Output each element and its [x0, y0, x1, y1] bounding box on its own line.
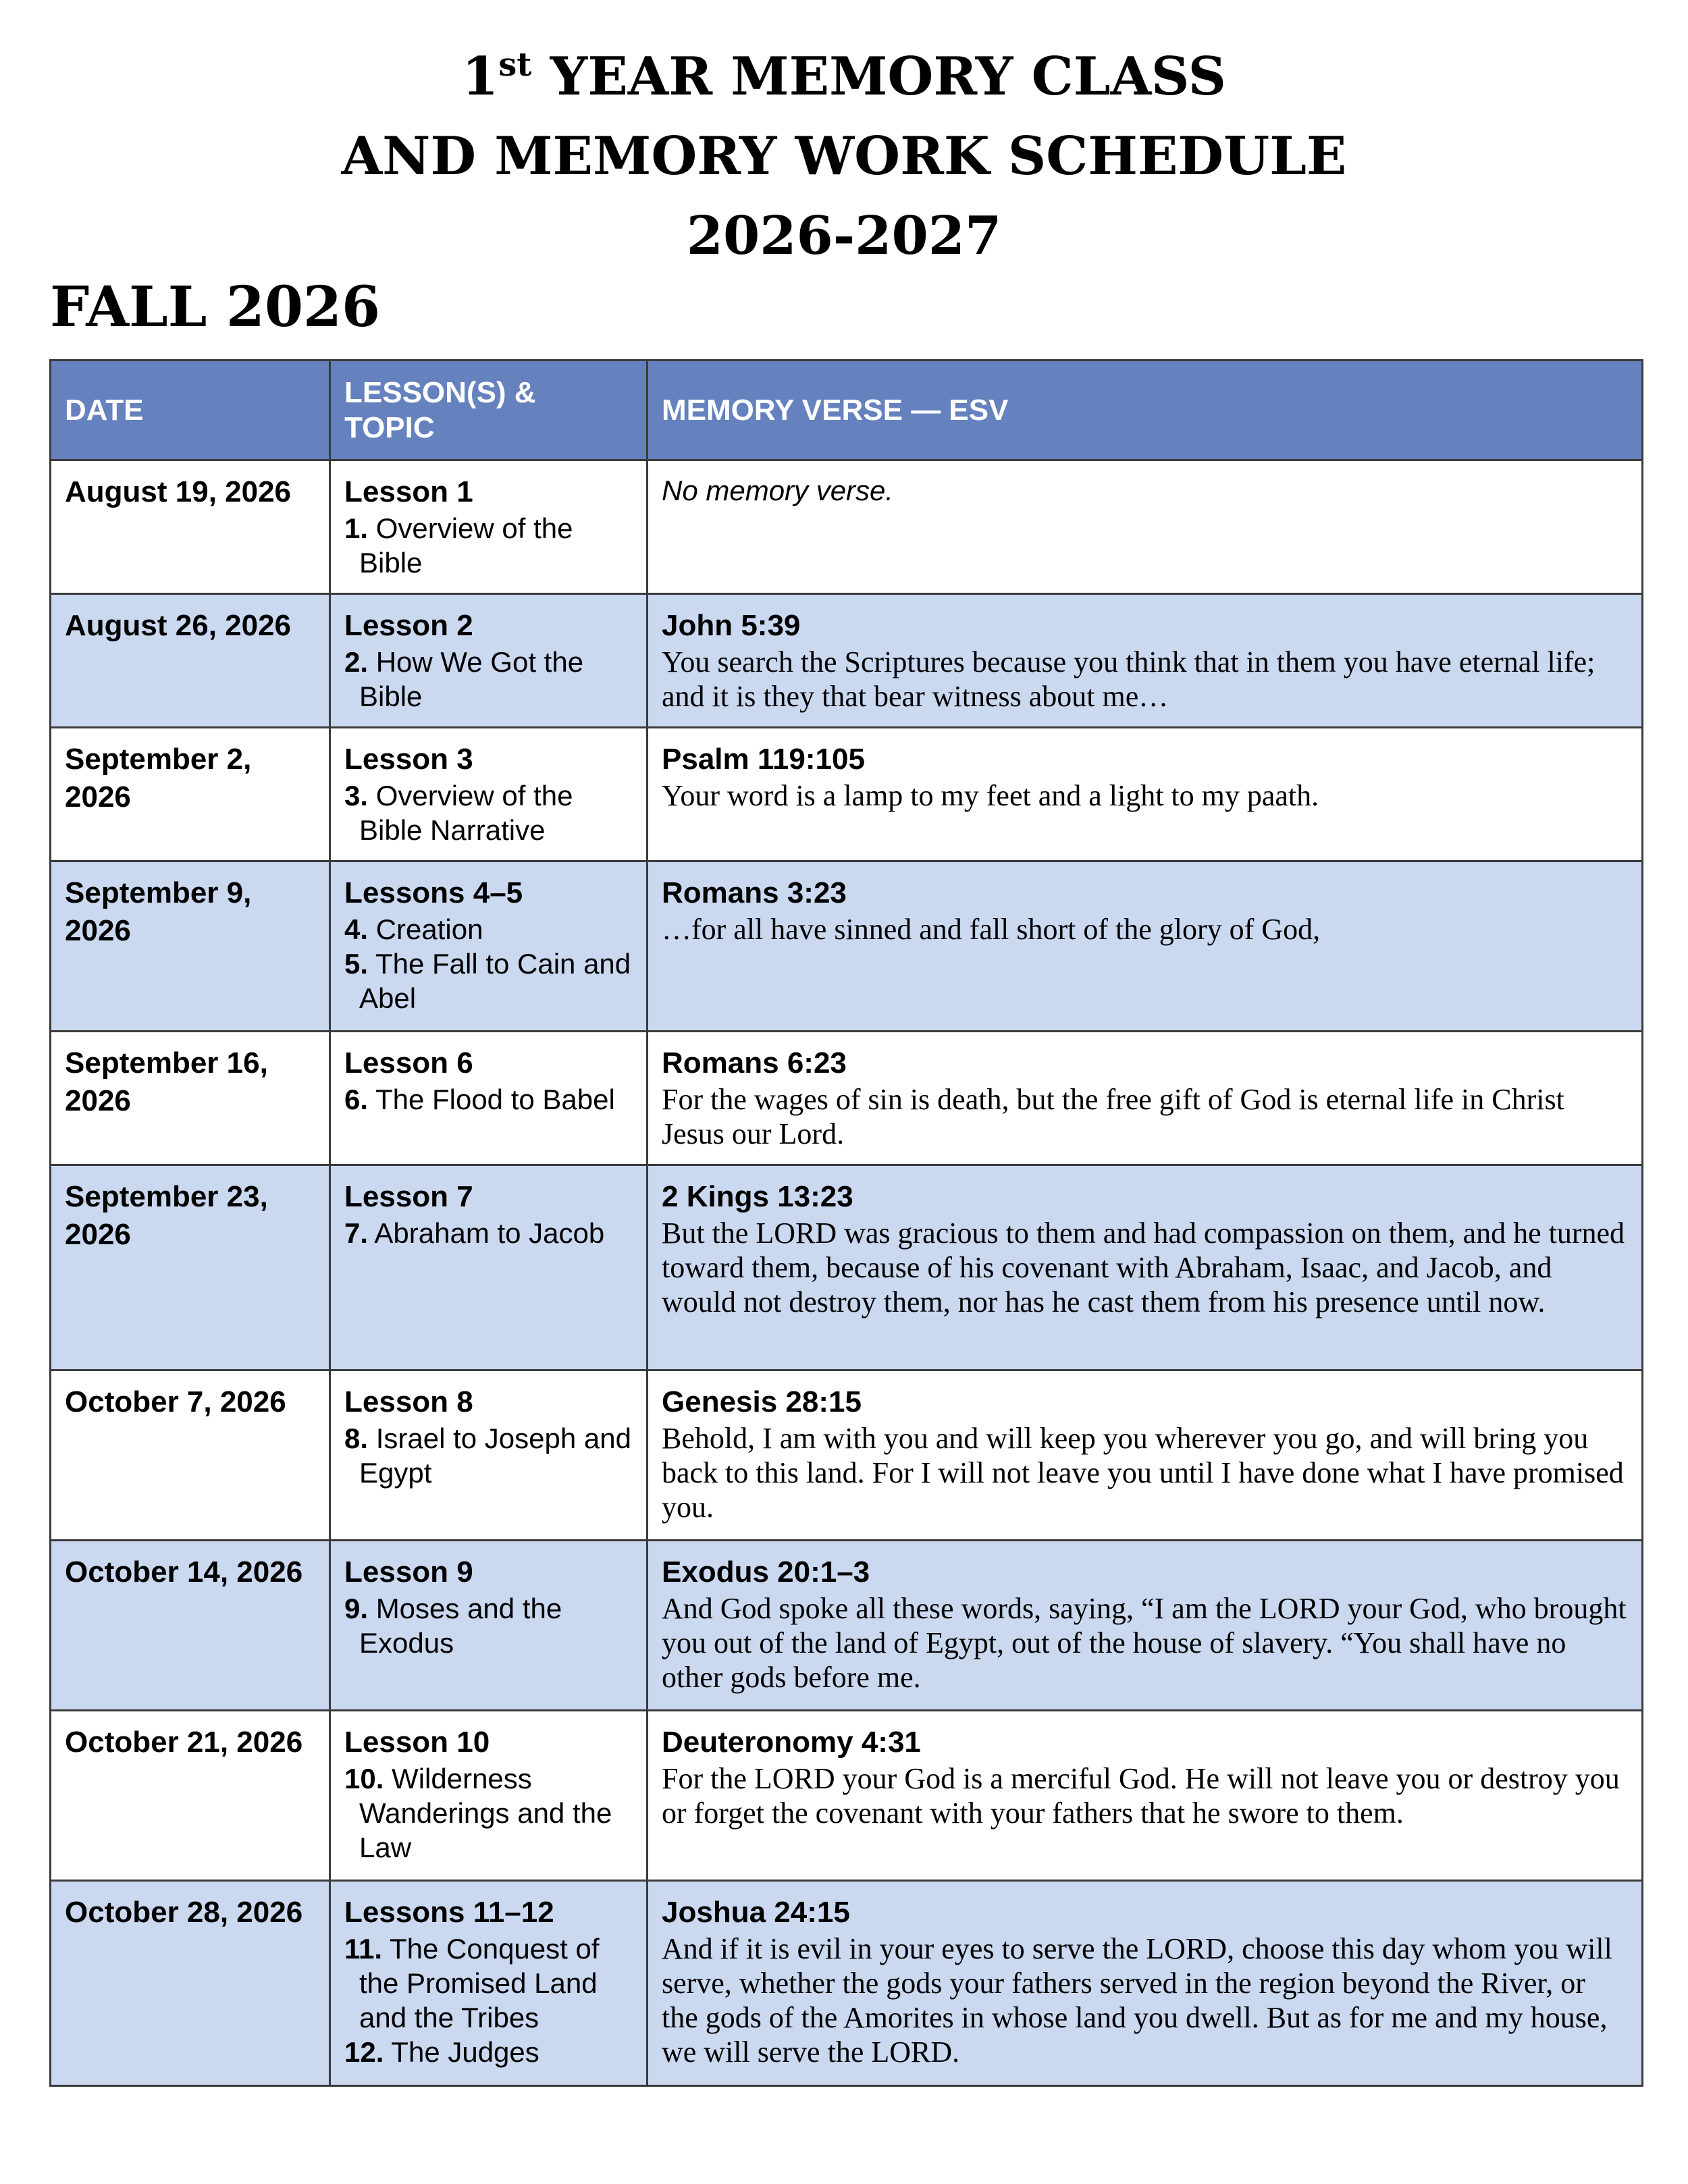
verse-reference: Exodus 20:1–3 [662, 1555, 870, 1589]
date-cell [51, 1370, 330, 1541]
verse-text: …for all have sinned and fall short of the glory of God, [662, 913, 1321, 946]
verse-text: Your word is a lamp to my feet and a light to my paath. [662, 779, 1319, 812]
lesson-title: Lesson 10 [344, 1726, 490, 1759]
topic-text: Overview of the Bible [359, 512, 573, 579]
topic-text: How We Got the Bible [359, 646, 584, 712]
title-line-3: 2026-2027 [686, 205, 1002, 267]
topic-text: Israel to Joseph and Egypt [359, 1422, 631, 1489]
lesson-date: August 26, 2026 [65, 609, 292, 642]
topic-text: Overview of the Bible Narrative [359, 780, 573, 846]
table-row [51, 728, 1643, 861]
title-ordinal: 1 [462, 46, 499, 107]
lesson-topic [344, 645, 633, 714]
verse-reference: 2 Kings 13:23 [662, 1180, 853, 1213]
verse-cell [648, 1165, 1643, 1370]
topic-number: 7. [344, 1217, 369, 1249]
date-cell [51, 1165, 330, 1370]
date-cell [51, 861, 330, 1032]
lesson-topic [344, 2035, 633, 2069]
lesson-title: Lessons 11–12 [344, 1896, 554, 1929]
table-row [51, 1370, 1643, 1541]
verse-text: You search the Scriptures because you think that in them you have eternal life; and it is they that bear witness about me… [662, 645, 1595, 713]
lesson-cell [330, 861, 648, 1032]
date-cell [51, 1541, 330, 1711]
lesson-topic [344, 778, 633, 847]
topic-text: The Judges [384, 2036, 539, 2068]
lesson-cell [330, 1541, 648, 1711]
lesson-cell [330, 1165, 648, 1370]
verse-cell [648, 861, 1643, 1032]
title-ordinal-suffix: st [498, 46, 532, 84]
verse-text: For the LORD your God is a merciful God. He will not leave you or destroy you or forget the covenant with your fathers that he swore to them. [662, 1762, 1620, 1830]
topic-text: The Flood to Babel [368, 1084, 615, 1115]
verse-text: For the wages of sin is death, but the free gift of God is eternal life in Christ Jesus our Lord. [662, 1083, 1564, 1150]
title-line-1-text: YEAR MEMORY CLASS [531, 46, 1226, 107]
lesson-title: Lesson 2 [344, 609, 473, 642]
verse-cell [648, 728, 1643, 861]
document-title [0, 37, 1688, 276]
lesson-title: Lesson 7 [344, 1180, 473, 1213]
table-row [51, 1165, 1643, 1370]
table-header-row [51, 361, 1643, 460]
verse-text: Behold, I am with you and will keep you wherever you go, and will bring you back to this land. For I will not leave you until I have done what I have promised you. [662, 1422, 1624, 1524]
title-line-2: AND MEMORY WORK SCHEDULE [341, 126, 1347, 187]
verse-cell [648, 1881, 1643, 2086]
topic-number: 6. [344, 1084, 369, 1115]
table-row [51, 1711, 1643, 1881]
verse-cell [648, 1711, 1643, 1881]
table-row [51, 460, 1643, 594]
date-cell [51, 1881, 330, 2086]
table-row [51, 1881, 1643, 2086]
topic-number: 10. [344, 1763, 384, 1794]
verse-cell [648, 1032, 1643, 1165]
topic-number: 2. [344, 646, 369, 678]
topic-text: Wilderness Wanderings and the Law [359, 1763, 612, 1863]
date-cell [51, 460, 330, 594]
table-row [51, 1541, 1643, 1711]
lesson-title: Lesson 3 [344, 743, 473, 776]
topic-number: 3. [344, 780, 369, 811]
lesson-topic [344, 511, 633, 580]
column-header-lesson: LESSON(S) & TOPIC [330, 361, 648, 460]
topic-text: Creation [368, 913, 483, 945]
lesson-date: October 14, 2026 [65, 1555, 303, 1589]
table-row [51, 594, 1643, 728]
topic-number: 9. [344, 1593, 369, 1624]
topic-text: The Fall to Cain and Abel [359, 948, 631, 1014]
verse-reference: Romans 6:23 [662, 1046, 847, 1080]
column-header-date: DATE [51, 361, 330, 460]
verse-text: But the LORD was gracious to them and had compassion on them, and he turned toward them, because of his covenant with Abraham, Isaac, and Jacob, and would not destroy them, nor has he cast them from his presence until now. [662, 1217, 1625, 1319]
lesson-cell [330, 1032, 648, 1165]
lesson-date: October 7, 2026 [65, 1385, 286, 1418]
lesson-topic [344, 1421, 633, 1490]
lesson-cell [330, 1881, 648, 2086]
verse-cell [648, 1370, 1643, 1541]
title-line-1 [0, 37, 1688, 117]
date-cell [51, 728, 330, 861]
lesson-date: September 23, 2026 [65, 1180, 268, 1251]
topic-number: 12. [344, 2036, 384, 2068]
verse-text: And God spoke all these words, saying, “I am the LORD your God, who brought you out of the land of Egypt, out of the house of slavery. “You shall have no other gods before me. [662, 1592, 1627, 1694]
verse-cell [648, 594, 1643, 728]
season-heading: FALL 2026 [50, 275, 381, 340]
verse-reference: Deuteronomy 4:31 [662, 1726, 921, 1759]
lesson-date: October 28, 2026 [65, 1896, 303, 1929]
lesson-date: September 2, 2026 [65, 743, 252, 814]
lesson-topic [344, 947, 633, 1015]
topic-number: 4. [344, 913, 369, 945]
lesson-cell [330, 460, 648, 594]
topic-number: 5. [344, 948, 369, 980]
topic-number: 1. [344, 512, 369, 544]
topic-text: Moses and the Exodus [359, 1593, 562, 1659]
verse-reference: John 5:39 [662, 609, 801, 642]
date-cell [51, 1711, 330, 1881]
table-row [51, 1032, 1643, 1165]
table-row [51, 861, 1643, 1032]
lesson-title: Lesson 6 [344, 1046, 473, 1080]
lesson-cell [330, 728, 648, 861]
column-header-verse: MEMORY VERSE — ESV [648, 361, 1643, 460]
lesson-date: October 21, 2026 [65, 1726, 303, 1759]
lesson-topic [344, 1591, 633, 1660]
lesson-title: Lesson 8 [344, 1385, 473, 1418]
verse-reference: Genesis 28:15 [662, 1385, 862, 1418]
lesson-cell [330, 1711, 648, 1881]
lesson-topic [344, 1761, 633, 1865]
verse-reference: Joshua 24:15 [662, 1896, 850, 1929]
lesson-title: Lesson 1 [344, 475, 473, 508]
lesson-topic [344, 1932, 633, 2035]
date-cell [51, 1032, 330, 1165]
lesson-title: Lesson 9 [344, 1555, 473, 1589]
verse-reference: Romans 3:23 [662, 876, 847, 909]
schedule-table [49, 359, 1643, 2087]
verse-cell [648, 1541, 1643, 1711]
lesson-topic [344, 1216, 633, 1250]
lesson-date: August 19, 2026 [65, 475, 292, 508]
lesson-date: September 16, 2026 [65, 1046, 268, 1117]
topic-text: Abraham to Jacob [368, 1217, 605, 1249]
lesson-topic [344, 1082, 633, 1117]
verse-reference: Psalm 119:105 [662, 743, 865, 776]
topic-number: 11. [344, 1933, 383, 1965]
schedule-rows [51, 460, 1643, 2086]
lesson-date: September 9, 2026 [65, 876, 252, 947]
topic-text: The Conquest of the Promised Land and the Tribes [359, 1933, 600, 2033]
no-verse-note: No memory verse. [662, 475, 894, 506]
verse-cell [648, 460, 1643, 594]
date-cell [51, 594, 330, 728]
topic-number: 8. [344, 1422, 369, 1454]
lesson-cell [330, 594, 648, 728]
lesson-cell [330, 1370, 648, 1541]
lesson-title: Lessons 4–5 [344, 876, 523, 909]
lesson-topic [344, 912, 633, 947]
verse-text: And if it is evil in your eyes to serve the LORD, choose this day whom you will serve, whether the gods your fathers served in the region beyond the River, or the gods of the Amorites in whose land you dwell. But as for me and my house, we will serve the LORD. [662, 1932, 1612, 2069]
